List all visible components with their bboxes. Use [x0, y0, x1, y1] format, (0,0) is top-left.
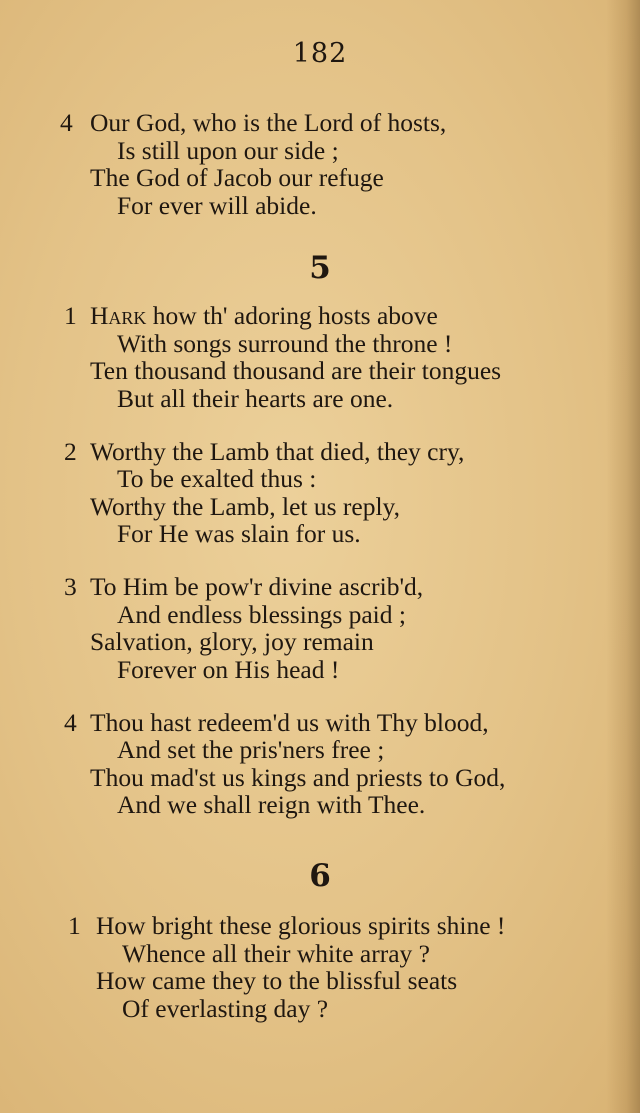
verse-line: Our God, who is the Lord of hosts, — [90, 108, 447, 137]
verse-line: Worthy the Lamb that died, they cry, — [90, 437, 465, 466]
verse-line: For ever will abide. — [117, 191, 317, 220]
verse-line: And we shall reign with Thee. — [117, 790, 426, 819]
verse-line: Of everlasting day ? — [122, 994, 329, 1023]
verse-line: And endless blessings paid ; — [117, 600, 406, 629]
hymn-number: 6 — [309, 858, 331, 894]
verse-line — [90, 301, 438, 331]
verse-line: Forever on His head ! — [117, 655, 340, 684]
verse-line: And set the pris'ners free ; — [117, 735, 385, 764]
verse-line: Thou mad'st us kings and priests to God, — [90, 763, 506, 792]
hymn-number: 5 — [309, 250, 331, 286]
verse-line: For He was slain for us. — [117, 519, 361, 548]
verse-number: 3 — [64, 572, 77, 601]
verse-line: The God of Jacob our refuge — [90, 163, 384, 192]
verse-line: Whence all their white array ? — [122, 939, 430, 968]
verse-line: Thou hast redeem'd us with Thy blood, — [90, 708, 489, 737]
verse-line: Salvation, glory, joy remain — [90, 627, 374, 656]
verse-line: Worthy the Lamb, let us reply, — [90, 492, 401, 521]
verse-number: 1 — [64, 301, 77, 330]
verse-line: Ten thousand thousand are their tongues — [90, 356, 502, 385]
verse-number: 4 — [64, 708, 77, 737]
verse-line-rest: how th' adoring hosts above — [146, 301, 438, 330]
verse-number: 1 — [68, 911, 81, 940]
verse-number: 4 — [60, 108, 73, 137]
page-edge-shadow — [606, 0, 640, 1113]
page-number: 182 — [292, 38, 348, 69]
verse-line: Is still upon our side ; — [117, 136, 339, 165]
verse-lead-word: Hark — [90, 301, 147, 330]
verse-line: To be exalted thus : — [117, 464, 317, 493]
verse-number: 2 — [64, 437, 77, 466]
verse-line: How came they to the blissful seats — [96, 966, 458, 995]
verse-line: But all their hearts are one. — [117, 384, 394, 413]
verse-line: With songs surround the throne ! — [117, 329, 453, 358]
verse-line: To Him be pow'r divine ascrib'd, — [90, 572, 424, 601]
verse-line: How bright these glorious spirits shine ! — [96, 911, 506, 940]
